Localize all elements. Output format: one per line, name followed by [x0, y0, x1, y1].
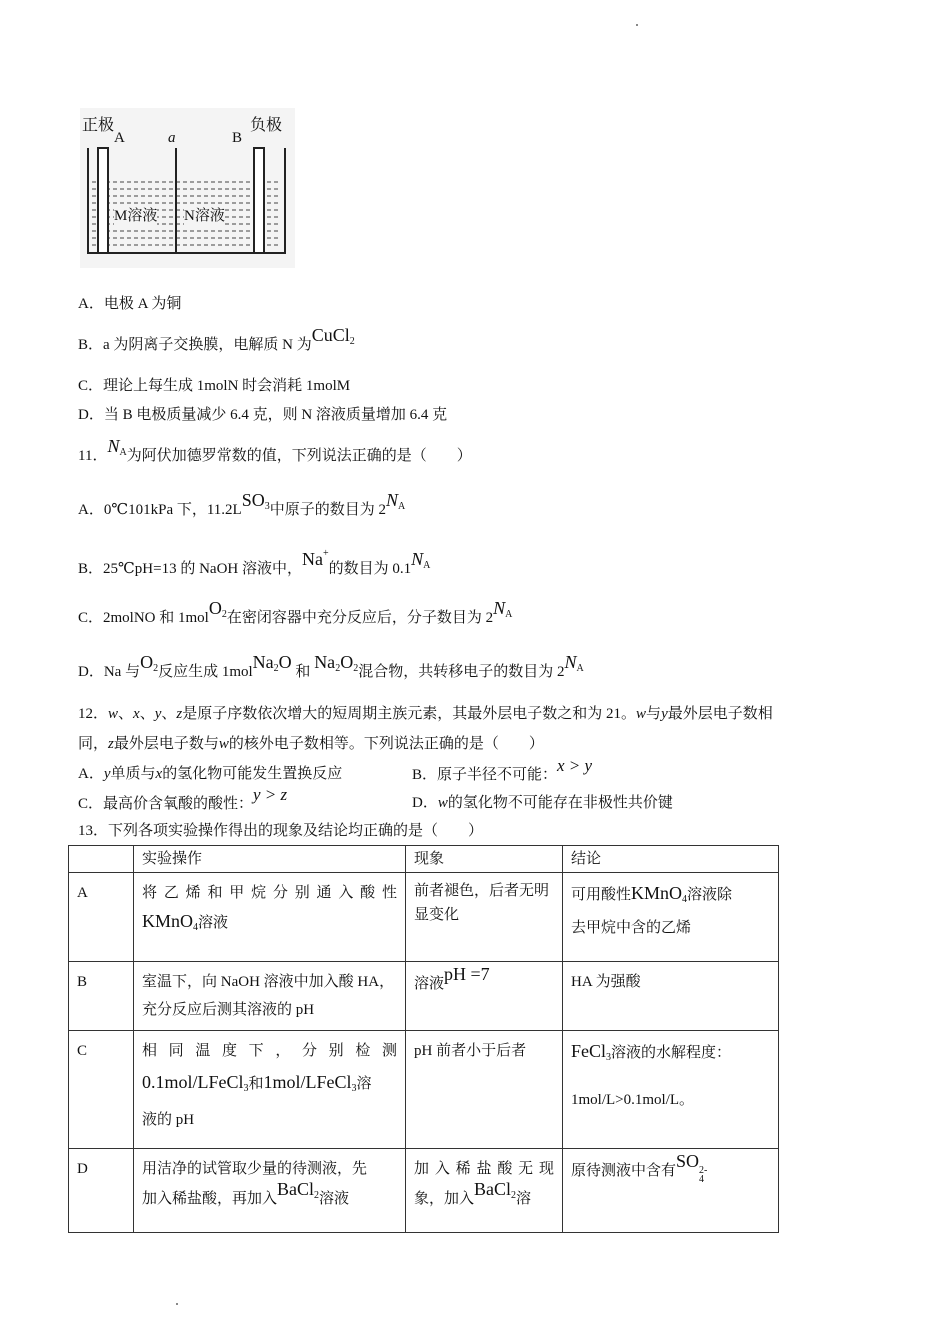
q10-option-b	[78, 325, 355, 360]
stem-text: 是原子序数依次增大的短周期主族元素，其最外层电子数之和为 21。	[182, 706, 637, 722]
option-text: 的数目为 0.1	[328, 561, 412, 577]
q13-stem: 13．下列各项实验操作得出的现象及结论均正确的是（ ）	[78, 823, 484, 839]
table-row	[69, 962, 779, 1031]
formula-sub: 2	[314, 1190, 320, 1201]
option-text: C．2molNO 和 1mol	[78, 610, 209, 626]
formula-text: O	[208, 598, 222, 618]
table-row	[69, 1031, 779, 1149]
electrolysis-diagram	[80, 108, 295, 268]
cell-text: 溶液	[319, 1191, 350, 1207]
na2o-formula	[253, 652, 292, 672]
operation-cell: 室温下，向 NaOH 溶液中加入酸 HA，充分反应后测其溶液的 pH	[134, 962, 406, 1031]
formula-text: O	[340, 652, 354, 672]
cell-text: 溶液的水解程度：	[611, 1045, 732, 1061]
option-text: 的氢化物可能发生置换反应	[162, 766, 343, 782]
stem-text: 同，	[78, 736, 109, 752]
q12-option-a	[78, 764, 342, 784]
stem-text: 最外层电子数相	[667, 706, 773, 722]
formula-text: 0.1mol/LFeCl	[142, 1072, 244, 1092]
option-text: 的氢化物不可能存在非极性共价键	[447, 795, 673, 811]
table-header-row	[69, 846, 779, 873]
separator: 、	[161, 706, 177, 722]
na-sub: A	[119, 447, 127, 458]
conclusion-cell	[563, 1149, 779, 1233]
formula-text: KMnO	[142, 911, 194, 931]
cell-text: 可用酸性	[571, 887, 632, 903]
formula-sub: 2	[273, 663, 279, 674]
formula-sub: 2	[353, 663, 359, 674]
phenomenon-cell	[406, 1149, 563, 1233]
stem-text: 为阿伏加德罗常数的值，下列说法正确的是（ ）	[126, 448, 472, 464]
cell-text: 用洁净的试管取少量的待测液，先	[142, 1161, 368, 1177]
cell-text: 去甲烷中含的乙烯	[571, 920, 692, 936]
conclusion-cell: HA 为强酸	[563, 962, 779, 1031]
fecl3-formula	[571, 1041, 611, 1061]
stem-text: 最外层电子数与	[113, 736, 219, 752]
na-symbol	[564, 652, 583, 672]
formula-sub: 4	[699, 1174, 705, 1185]
na-text: N	[386, 490, 399, 510]
operation-cell	[134, 873, 406, 962]
na-sub: A	[423, 560, 431, 571]
header-cell: 结论	[563, 846, 779, 873]
cell-text: 原待测液中含有	[571, 1163, 677, 1179]
na-sub: A	[505, 609, 513, 620]
na-symbol	[386, 490, 405, 510]
option-text: A．	[78, 766, 104, 782]
cell-text: 1mol/L>0.1mol/L。	[571, 1092, 695, 1108]
formula-sub: 3	[606, 1052, 612, 1063]
q11-option-c	[78, 598, 513, 633]
formula-text: BaCl	[277, 1179, 315, 1199]
formula-sub: 3	[264, 501, 270, 512]
formula-sub: 2	[511, 1190, 517, 1201]
n-solution-label: N溶液	[184, 204, 225, 225]
q12-option-b	[412, 756, 593, 785]
ph-value: pH =7	[444, 964, 490, 984]
formula-sub: 3	[243, 1083, 249, 1094]
na2o2-formula	[314, 652, 358, 672]
na-symbol	[411, 549, 430, 569]
var-w: w	[437, 795, 448, 811]
var-x: x	[155, 766, 163, 782]
table-row	[69, 873, 779, 962]
option-text: 反应生成 1mol	[158, 664, 253, 680]
formula-sub: 2	[153, 663, 159, 674]
na-text: N	[107, 436, 120, 456]
question-number: 11．	[78, 448, 108, 464]
q12-stem-line2	[78, 734, 544, 754]
cell-text: 相同温度下，分别检测	[142, 1043, 397, 1059]
electrode-a-label: A	[114, 130, 125, 146]
option-text: 中原子的数目为 2	[269, 502, 386, 518]
sulfate-formula	[676, 1151, 708, 1185]
m-solution-label: M溶液	[114, 204, 157, 225]
cell-text: 溶液除	[687, 887, 733, 903]
inequality-expr: y > z	[253, 785, 288, 804]
var-y: y	[103, 766, 111, 782]
scan-dot	[636, 24, 638, 26]
phenomenon-cell: pH 前者小于后者	[406, 1031, 563, 1149]
conclusion-cell	[563, 873, 779, 962]
operation-cell	[134, 1031, 406, 1149]
cell-text: 溶液	[198, 915, 229, 931]
option-text: 和	[295, 664, 311, 680]
cucl2-formula	[312, 325, 355, 345]
formula-text: Na	[301, 549, 323, 569]
operation-cell	[134, 1149, 406, 1233]
q12-option-d	[412, 793, 673, 813]
var-x: x	[133, 706, 140, 722]
option-text: 混合物，共转移电子的数目为 2	[358, 664, 565, 680]
formula-sub: 4	[193, 922, 199, 933]
na-symbol	[493, 598, 512, 618]
var-y: y	[154, 706, 162, 722]
separator: 、	[118, 706, 134, 722]
option-text: B．25℃pH=13 的 NaOH 溶液中，	[78, 561, 302, 577]
cell-text: 将乙烯和甲烷分别通入酸性	[142, 885, 397, 901]
formula-text: Na	[252, 652, 274, 672]
scan-dot	[176, 1303, 178, 1305]
formula-sub: 2	[349, 336, 355, 347]
so3-formula	[242, 490, 270, 510]
membrane-label: a	[168, 130, 176, 146]
inequality-expr: x > y	[557, 756, 593, 775]
cell-text: 和	[248, 1076, 264, 1092]
cell-text: 象，加入	[414, 1191, 475, 1207]
separator: 、	[139, 706, 155, 722]
table-row	[69, 1149, 779, 1233]
q10-option-d: D．当 B 电极质量减少 6.4 克，则 N 溶液质量增加 6.4 克	[78, 407, 448, 423]
cell-text: 溶	[516, 1191, 532, 1207]
conclusion-cell	[563, 1031, 779, 1149]
header-cell: 实验操作	[134, 846, 406, 873]
cell-text: 溶液	[414, 976, 445, 992]
formula-text: 1mol/LFeCl	[263, 1072, 352, 1092]
var-w: w	[218, 736, 229, 752]
na-text: N	[564, 652, 577, 672]
q11-option-b	[78, 548, 431, 584]
option-text: 单质与	[110, 766, 156, 782]
q12-stem-line1	[78, 704, 773, 724]
option-text: B．原子半径不可能：	[412, 767, 558, 783]
cell-text: 加入稀盐酸，再加入	[142, 1191, 278, 1207]
electrode-b	[254, 148, 264, 253]
na-sub: A	[576, 663, 584, 674]
formula-sub: 2	[221, 609, 227, 620]
na-text: N	[411, 549, 424, 569]
negative-label: 负极	[250, 117, 283, 134]
formula-sup: +	[322, 548, 329, 559]
q11-option-a	[78, 490, 406, 525]
cell-text: 加入稀盐酸无现	[414, 1161, 554, 1177]
row-label: B	[69, 962, 134, 1031]
formula-text: SO	[676, 1151, 700, 1171]
var-y: y	[661, 706, 668, 722]
var-w: w	[636, 706, 647, 722]
phenomenon-cell: 前者褪色，后者无明显变化	[406, 873, 563, 962]
row-label: A	[69, 873, 134, 962]
o2-formula	[209, 598, 227, 618]
question-number: 12．	[78, 706, 109, 722]
q10-option-a: A．电极 A 为铜	[78, 296, 182, 312]
experiment-table	[68, 845, 779, 1233]
header-cell	[69, 846, 134, 873]
formula-sub: 3	[351, 1083, 357, 1094]
kmno4-formula	[142, 911, 198, 931]
formula-sub: 4	[682, 894, 688, 905]
formula-text: KMnO	[631, 883, 683, 903]
phenomenon-cell	[406, 962, 563, 1031]
stem-text: 的核外电子数相等。下列说法正确的是（ ）	[228, 736, 544, 752]
na-symbol	[107, 436, 126, 456]
formula-text: O	[278, 652, 292, 672]
option-text: C．最高价含氧酸的酸性：	[78, 796, 254, 812]
cell-text: 液的 pH	[142, 1112, 195, 1128]
stem-text: 与	[646, 706, 662, 722]
formula-sub: 2	[335, 663, 341, 674]
formula-text: Na	[314, 652, 336, 672]
option-text: D．	[412, 795, 438, 811]
fecl3-formula	[142, 1072, 249, 1092]
option-text: A．0℃101kPa 下，11.2L	[78, 502, 242, 518]
formula-text: SO	[241, 490, 265, 510]
q11-option-d	[78, 652, 584, 687]
electrode-a	[98, 148, 108, 253]
kmno4-formula	[631, 883, 687, 903]
na-sub: A	[398, 501, 406, 512]
electrode-b-label: B	[232, 130, 243, 146]
formula-text: O	[140, 652, 154, 672]
formula-text: BaCl	[474, 1179, 512, 1199]
formula-text: FeCl	[571, 1041, 607, 1061]
na-text: N	[493, 598, 506, 618]
q10-option-c: C．理论上每生成 1molN 时会消耗 1molM	[78, 378, 351, 394]
cell-text: 溶	[356, 1076, 372, 1092]
var-z: z	[108, 736, 114, 752]
fecl3-formula	[264, 1072, 357, 1092]
var-z: z	[176, 706, 183, 722]
formula-sup: 2-	[699, 1165, 708, 1176]
formula-text: CuCl	[311, 325, 350, 345]
positive-label: 正极	[82, 117, 115, 134]
bacl2-formula	[277, 1179, 319, 1199]
bacl2-formula	[474, 1179, 516, 1199]
row-label: D	[69, 1149, 134, 1233]
option-text: 在密闭容器中充分反应后，分子数目为 2	[226, 610, 494, 626]
na-ion-formula	[302, 549, 329, 569]
o2-formula	[140, 652, 158, 672]
q10-option-b-text: B．a 为阴离子交换膜，电解质 N 为	[78, 337, 312, 353]
option-text: D．Na 与	[78, 664, 141, 680]
q12-option-c	[78, 785, 288, 814]
q11-stem	[78, 436, 472, 471]
var-w: w	[108, 706, 119, 722]
row-label: C	[69, 1031, 134, 1149]
header-cell: 现象	[406, 846, 563, 873]
